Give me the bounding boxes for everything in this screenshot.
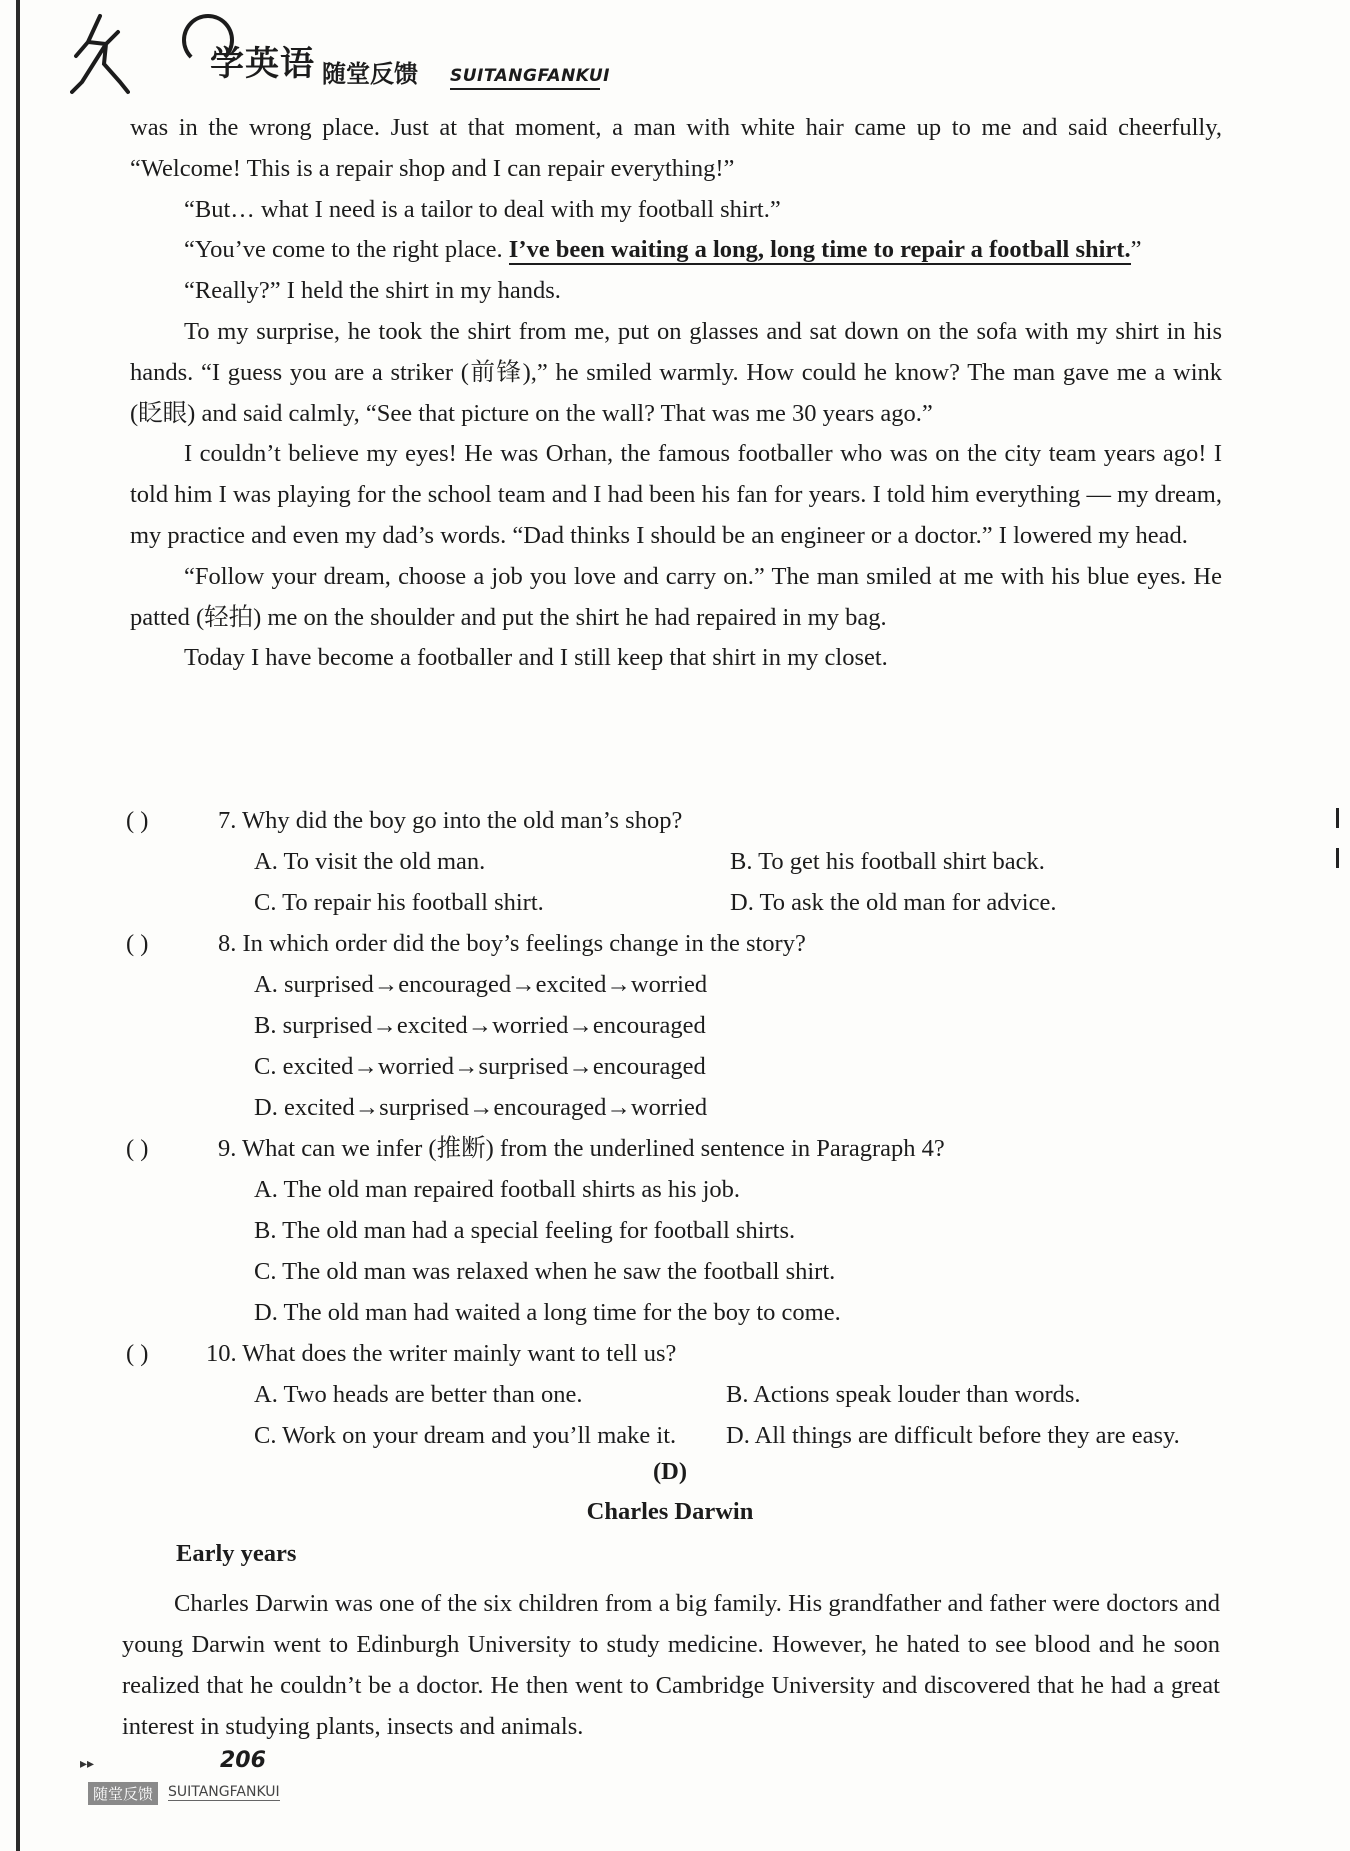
answer-bracket[interactable]: ( ) (126, 930, 149, 957)
option-d: D. All things are difficult before they are easy. (726, 1422, 1180, 1449)
option-row (126, 1169, 1226, 1210)
passage-text: “You’ve come to the right place. (184, 236, 503, 264)
subheading: Early years (176, 1540, 297, 1567)
passage-paragraph: I couldn’t believe my eyes! He was Orhan, the famous footballer who was on the city team years ago! I told him I was playing for the school team and I had been his fan for years. I told him everything — my dream, my practice and even my dad’s words. “Dad thinks I should be an engineer or a doctor.” I lowered my head. (130, 440, 1222, 549)
option-b: B. surprised→excited→worried→encouraged (254, 1012, 706, 1039)
darwin-paragraph (122, 1583, 1220, 1747)
option-a: A. Two heads are better than one. (254, 1381, 583, 1408)
option-c: C. excited→worried→surprised→encouraged (254, 1053, 706, 1080)
passage (130, 108, 1222, 679)
option-d: D. To ask the old man for advice. (730, 889, 1057, 916)
option-b: B. Actions speak louder than words. (726, 1381, 1081, 1408)
option-b: B. To get his football shirt back. (730, 848, 1045, 875)
question-text: 9. What can we infer (推断) from the underlined sentence in Paragraph 4? (218, 1135, 945, 1162)
question-8 (126, 923, 1226, 964)
footer-label-cn: 随堂反馈 (88, 1782, 158, 1805)
page-spine (16, 0, 20, 1851)
passage-paragraph (130, 230, 1222, 271)
question-9 (126, 1128, 1226, 1169)
margin-mark (1336, 808, 1339, 888)
option-c: C. The old man was relaxed when he saw the football shirt. (254, 1258, 836, 1285)
passage-paragraph: Today I have become a footballer and I still keep that shirt in my closet. (184, 644, 888, 672)
option-c: C. Work on your dream and you’ll make it. (254, 1422, 677, 1449)
paragraph-text: Charles Darwin was one of the six children from a big family. His grandfather and father were doctors and young Darwin went to Edinburgh University to study medicine. However, he hated to see blood and he soon realized that he couldn’t be a doctor. He then went to Cambridge University and discovered that he had a great interest in studying plants, insects and animals. (122, 1590, 1220, 1740)
option-a: A. To visit the old man. (254, 848, 486, 875)
option-row (126, 841, 1226, 882)
question-text: 7. Why did the boy go into the old man’s shop? (218, 807, 683, 834)
header-subtitle-en: SUITANGFANKUI (450, 66, 610, 86)
page-header (70, 6, 630, 96)
answer-bracket[interactable]: ( ) (126, 807, 149, 834)
header-underline (450, 88, 600, 90)
question-text: 10. What does the writer mainly want to tell us? (206, 1340, 677, 1367)
option-row (126, 1251, 1226, 1292)
option-row (126, 1374, 1226, 1415)
question-list (126, 800, 1226, 1456)
option-row (126, 1292, 1226, 1333)
option-a: A. surprised→encouraged→excited→worried (254, 971, 708, 998)
header-subtitle: 随堂反馈 (322, 60, 418, 88)
option-a: A. The old man repaired football shirts as his job. (254, 1176, 741, 1203)
footer-label-en: SUITANGFANKUI (168, 1784, 280, 1800)
option-row (126, 964, 1226, 1005)
passage-paragraph: was in the wrong place. Just at that moment, a man with white hair came up to me and said cheerfully, “Welcome! This is a repair shop and I can repair everything!” (130, 114, 1222, 182)
option-row (126, 1210, 1226, 1251)
option-row (126, 882, 1226, 923)
option-row (126, 1087, 1226, 1128)
passage-text: ” (1130, 236, 1142, 264)
question-text: 8. In which order did the boy’s feelings change in the story? (218, 930, 806, 957)
section-title: Charles Darwin (586, 1498, 754, 1525)
question-7 (126, 800, 1226, 841)
passage-paragraph: “But… what I need is a tailor to deal with my football shirt.” (184, 195, 781, 223)
option-d: D. excited→surprised→encouraged→worried (254, 1094, 708, 1121)
option-c: C. To repair his football shirt. (254, 889, 544, 916)
header-title: 学英语 (210, 44, 315, 84)
option-d: D. The old man had waited a long time for the boy to come. (254, 1299, 841, 1326)
runner-logo-icon (70, 12, 130, 96)
section-label: (D) (652, 1458, 687, 1485)
option-row (126, 1046, 1226, 1087)
option-row (126, 1415, 1226, 1456)
question-10 (126, 1333, 1226, 1374)
option-b: B. The old man had a special feeling for football shirts. (254, 1217, 796, 1244)
page-arrows-icon: ▸▸ (80, 1756, 95, 1772)
option-row (126, 1005, 1226, 1046)
underlined-sentence: I’ve been waiting a long, long time to repair a football shirt. (508, 236, 1131, 264)
passage-paragraph: “Really?” I held the shirt in my hands. (184, 277, 561, 305)
passage-paragraph: “Follow your dream, choose a job you love and carry on.” The man smiled at me with his blue eyes. He patted (轻拍) me on the shoulder and put the shirt he had repaired in my bag. (130, 562, 1222, 631)
page-number: 206 (220, 1748, 266, 1773)
answer-bracket[interactable]: ( ) (126, 1135, 149, 1162)
answer-bracket[interactable]: ( ) (126, 1340, 149, 1367)
passage-paragraph: To my surprise, he took the shirt from me, put on glasses and sat down on the sofa with my shirt in his hands. “I guess you are a striker (前锋),” he smiled warmly. How could he know? The man gave me a wink (眨眼) and said calmly, “See that picture on the wall? That was me 30 years ago.” (130, 317, 1222, 427)
